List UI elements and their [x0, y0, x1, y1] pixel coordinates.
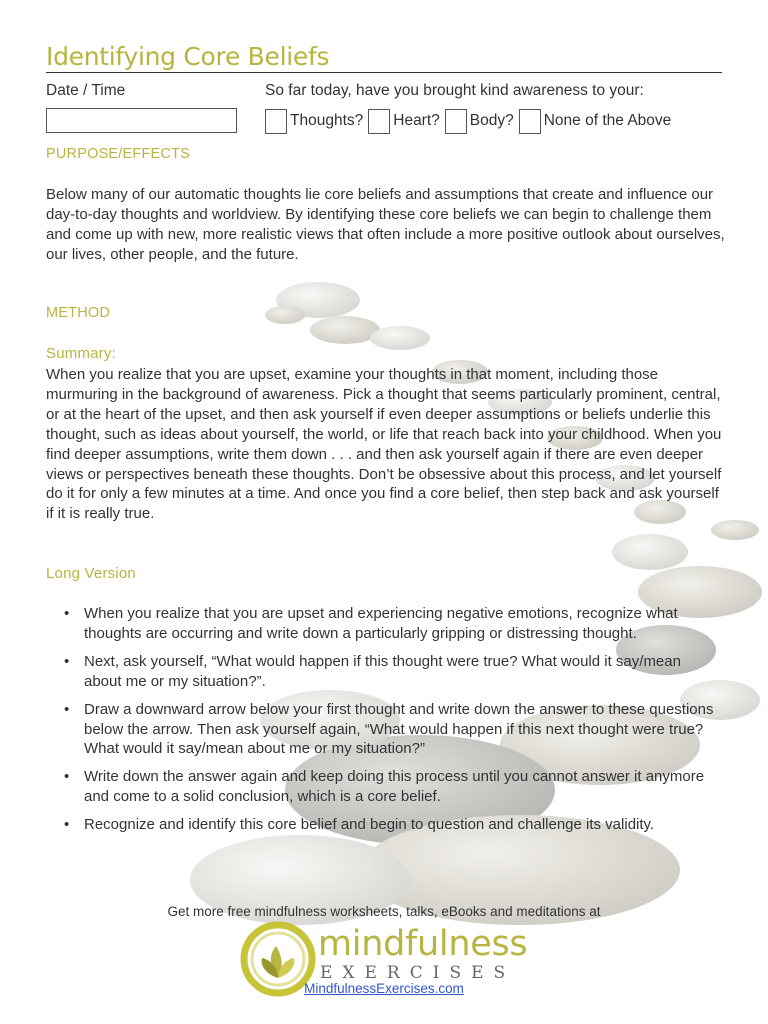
heart-label: Heart? — [393, 112, 440, 129]
awareness-option-heart[interactable] — [368, 109, 440, 134]
thoughts-label: Thoughts? — [290, 112, 364, 129]
website-link[interactable]: MindfulnessExercises.com — [304, 981, 464, 996]
heart-checkbox[interactable] — [368, 109, 390, 134]
purpose-text: Below many of our automatic thoughts lie core beliefs and assumptions that create and influence our day-to-day thoughts and worldview. By identifying these core beliefs we can begin to challenge them and come up with new, more realistic views that often include a more positive outlook about ourselves, our lives, other people, and the future. — [46, 186, 725, 263]
list-item: • When you realize that you are upset and experiencing negative emotions, recognize what thoughts are occurring and write down a particularly gripping or distressing thought. — [46, 604, 722, 644]
long-version-heading: Long Version — [46, 565, 136, 582]
list-item: • Recognize and identify this core belief and begin to question and challenge its validity. — [46, 815, 722, 835]
page-title: Identifying Core Beliefs — [46, 42, 330, 71]
footer-text: Get more free mindfulness worksheets, talks, eBooks and meditations at — [167, 904, 601, 919]
awareness-option-thoughts[interactable] — [265, 109, 363, 134]
none-label: None of the Above — [543, 112, 672, 129]
awareness-options — [265, 107, 676, 135]
list-item: • Write down the answer again and keep doing this process until you cannot answer it anymore and come to a solid conclusion, which is a core belief. — [46, 767, 722, 807]
awareness-option-none[interactable] — [519, 109, 672, 134]
method-heading: METHOD — [46, 305, 111, 321]
summary-text: When you realize that you are upset, examine your thoughts in that moment, including those murmuring in the background of awareness. Pick a thought that seems particularly prominent, central, or at the heart of the upset, and then ask yourself if even deeper assumptions or beliefs underlie this thought, such as ideas about yourself, the world, or life that reach back into your childhood. When you find deeper assumptions, write them down . . . and then ask yourself again if there are even deeper views or perspectives beneath these thoughts. Don’t be obsessive about this process, and let yourself do it for only a few minutes at a time. And once you find a core belief, then step back and ask yourself if it is really true. — [46, 366, 722, 523]
logo-subtitle: EXERCISES — [320, 963, 516, 983]
body-label: Body? — [469, 112, 514, 129]
list-item: • Draw a downward arrow below your first thought and write down the answer to these questions below the arrow. Then ask yourself again, “What would happen if this next thought were true? What would it say/mean about me or my situation?” — [46, 700, 722, 760]
date-time-label: Date / Time — [46, 82, 126, 99]
title-divider — [46, 72, 722, 73]
purpose-heading: PURPOSE/EFFECTS — [46, 146, 190, 162]
awareness-option-body[interactable] — [445, 109, 514, 134]
summary-heading: Summary: — [46, 345, 116, 362]
body-checkbox[interactable] — [445, 109, 467, 134]
logo-wordmark: mindfulness — [318, 924, 528, 964]
list-item: • Next, ask yourself, “What would happen if this thought were true? What would it say/mean about me or my situation?”. — [46, 652, 722, 692]
none-checkbox[interactable] — [519, 109, 541, 134]
thoughts-checkbox[interactable] — [265, 109, 287, 134]
long-version-steps — [46, 604, 722, 843]
date-time-field[interactable] — [46, 108, 237, 133]
awareness-question: So far today, have you brought kind awareness to your: — [265, 82, 644, 99]
